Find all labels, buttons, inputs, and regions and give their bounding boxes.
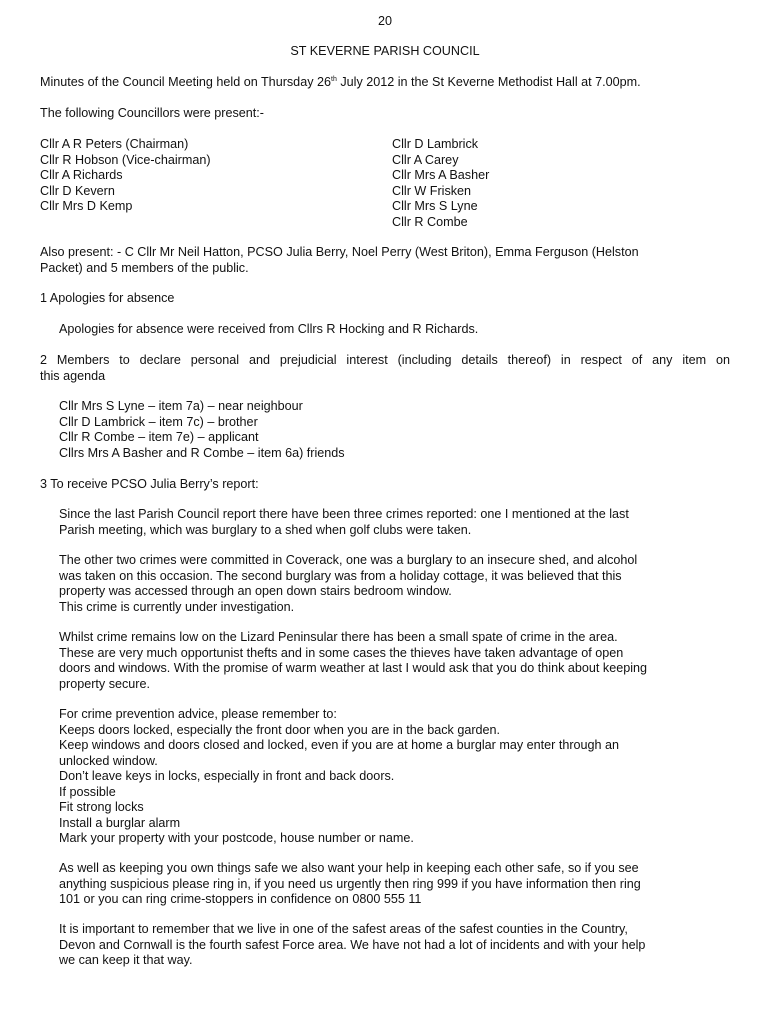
declaration-item: Cllr Mrs S Lyne – item 7a) – near neighbour bbox=[59, 399, 303, 413]
declaration-item: Cllr R Combe – item 7e) – applicant bbox=[59, 430, 259, 444]
report-line: As well as keeping you own things safe we also want your help in keeping each other safe, so if you see bbox=[59, 861, 639, 875]
intro-text-after: July 2012 in the St Keverne Methodist Hall at 7.00pm. bbox=[336, 75, 641, 89]
also-present-line: Packet) and 5 members of the public. bbox=[40, 260, 249, 275]
item2-heading-line: 2 Members to declare personal and prejudicial interest (including details thereof) in respect of any item on bbox=[40, 353, 730, 367]
advice-line: Mark your property with your postcode, house number or name. bbox=[59, 831, 414, 845]
councillor-name: Cllr D Kevern bbox=[40, 183, 115, 198]
report-line: It is important to remember that we live in one of the safest areas of the safest counties in the Country, bbox=[59, 922, 628, 936]
councillor-name: Cllr Mrs S Lyne bbox=[392, 199, 478, 213]
report-paragraph-2 bbox=[40, 553, 637, 615]
report-paragraph-5 bbox=[40, 861, 641, 908]
report-paragraph-1 bbox=[40, 507, 629, 538]
report-line: Parish meeting, which was burglary to a shed when golf clubs were taken. bbox=[59, 522, 472, 537]
report-line: we can keep it that way. bbox=[59, 953, 193, 967]
report-line: The other two crimes were committed in Coverack, one was a burglary to an insecure shed, and alcohol bbox=[59, 553, 638, 567]
report-line: was taken on this occasion. The second burglary was from a holiday cottage, it was believed that this bbox=[59, 568, 622, 583]
advice-line: If possible bbox=[59, 784, 116, 799]
advice-line: unlocked window. bbox=[59, 753, 158, 768]
also-present bbox=[40, 245, 730, 276]
councillor-name: Cllr Mrs A Basher bbox=[392, 168, 490, 182]
meeting-intro bbox=[40, 75, 641, 91]
councillor-name: Cllr D Lambrick bbox=[392, 137, 479, 151]
report-line: property was accessed through an open down stairs bedroom window. bbox=[59, 584, 452, 598]
advice-line: Don’t leave keys in locks, especially in front and back doors. bbox=[59, 769, 395, 783]
advice-line: Install a burglar alarm bbox=[59, 815, 181, 830]
councillors-left-column bbox=[40, 137, 730, 215]
report-line: Since the last Parish Council report there have been three crimes reported: one I mentioned at the last bbox=[59, 507, 629, 521]
report-paragraph-3 bbox=[40, 630, 647, 692]
councillor-name: Cllr A R Peters (Chairman) bbox=[40, 137, 189, 151]
intro-text-before: Minutes of the Council Meeting held on Thursday 26 bbox=[40, 75, 331, 89]
declaration-item: Cllr D Lambrick – item 7c) – brother bbox=[59, 414, 258, 429]
report-line: doors and windows. With the promise of warm weather at last I would ask that you do think about keeping bbox=[59, 661, 648, 675]
also-present-line: Also present: - C Cllr Mr Neil Hatton, PCSO Julia Berry, Noel Perry (West Briton), Emma Ferguson (Helston bbox=[40, 245, 639, 259]
page-number: 20 bbox=[377, 14, 392, 28]
intro-date-suffix: th bbox=[331, 75, 337, 83]
councillor-name: Cllr R Combe bbox=[392, 214, 468, 229]
item2-heading-line: this agenda bbox=[40, 368, 106, 383]
interest-declarations bbox=[40, 399, 345, 461]
report-line: anything suspicious please ring in, if you need us urgently then ring 999 if you have information then ring bbox=[59, 876, 641, 891]
present-heading: The following Councillors were present:- bbox=[40, 106, 264, 120]
councillor-name: Cllr W Frisken bbox=[392, 183, 472, 198]
crime-prevention-advice bbox=[40, 707, 619, 847]
report-paragraph-6 bbox=[40, 922, 645, 969]
councillor-list bbox=[40, 137, 730, 229]
item1-text: Apologies for absence were received from Cllrs R Hocking and R Richards. bbox=[59, 322, 479, 336]
report-line: Whilst crime remains low on the Lizard Peninsular there has been a small spate of crime in the area. bbox=[59, 630, 618, 644]
report-line: property secure. bbox=[59, 676, 150, 691]
report-line: These are very much opportunist thefts and in some cases the thieves have taken advantage of open bbox=[59, 645, 624, 660]
report-line: This crime is currently under investigation. bbox=[59, 599, 295, 614]
report-line: 101 or you can ring crime-stoppers in confidence on 0800 555 11 bbox=[59, 892, 422, 906]
item3-heading: 3 To receive PCSO Julia Berry’s report: bbox=[40, 477, 259, 491]
declaration-item: Cllrs Mrs A Basher and R Combe – item 6a) friends bbox=[59, 445, 345, 460]
advice-line: Fit strong locks bbox=[59, 800, 144, 814]
councillor-name: Cllr Mrs D Kemp bbox=[40, 199, 133, 213]
councillor-name: Cllr A Richards bbox=[40, 168, 123, 182]
councillor-name: Cllr A Carey bbox=[392, 152, 459, 167]
document-title: ST KEVERNE PARISH COUNCIL bbox=[290, 44, 480, 58]
report-line: Devon and Cornwall is the fourth safest Force area. We have not had a lot of incidents and with your help bbox=[59, 937, 646, 952]
item2-heading bbox=[40, 353, 730, 384]
councillor-name: Cllr R Hobson (Vice-chairman) bbox=[40, 152, 211, 167]
item1-heading: 1 Apologies for absence bbox=[40, 291, 175, 305]
councillors-right-column bbox=[392, 137, 489, 230]
advice-line: For crime prevention advice, please remember to: bbox=[59, 707, 337, 721]
advice-line: Keeps doors locked, especially the front door when you are in the back garden. bbox=[59, 722, 501, 737]
advice-line: Keep windows and doors closed and locked, even if you are at home a burglar may enter through an bbox=[59, 738, 620, 752]
